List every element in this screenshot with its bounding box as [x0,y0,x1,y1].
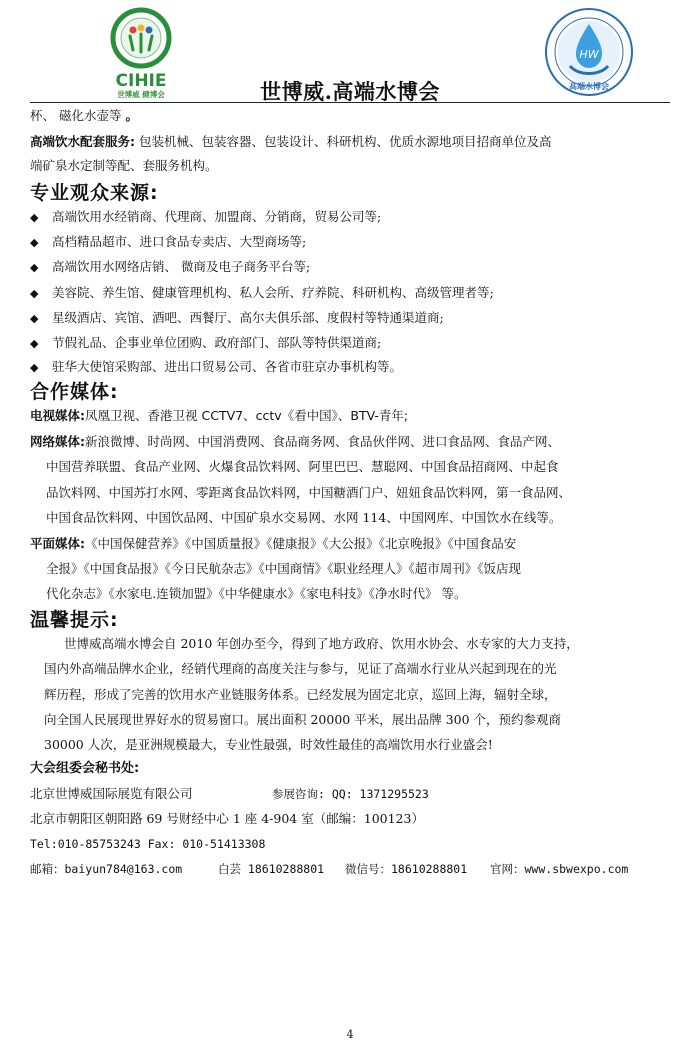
tel-fax-line: Tel:010-85753243 Fax: 010-51413308 [30,837,266,851]
audience-item: ◆ 节假礼品、企事业单位团购、政府部门、部队等特供渠道商; [30,334,670,353]
secretariat-company-line [30,785,670,803]
website-text: 官网：www.sbwexpo.com [490,862,629,876]
email-text: 邮箱：baiyun784@163.com [30,862,183,876]
cihie-logo-text: CIHIE [115,71,167,91]
tips-line: 辉历程，形成了完善的饮用水产业链服务体系。已经发展为固定北京，巡回上海，辐射全球， [44,687,557,702]
header-divider [30,102,670,103]
print-media-label: 平面媒体: [30,536,85,551]
contact-line [30,860,670,878]
diamond-bullet-icon: ◆ [30,261,39,274]
audience-item: ◆ 美容院、养生馆、健康管理机构、私人会所、疗养院、科研机构、高级管理者等; [30,284,670,303]
intro-tail-end: 。 [125,108,138,123]
audience-heading: 专业观众来源: [30,182,159,204]
diamond-bullet-icon: ◆ [30,287,39,300]
net-media-line: 网络媒体:新浪微博、时尚网、中国消费网、食品商务网、食品伙伴网、进口食品网、食品产网、 [30,434,561,449]
tv-media-line: 电视媒体:凤凰卫视、香港卫视 CCTV7、cctv《看中国》、BTV-青年; [30,408,409,423]
print-media-line: 平面媒体:《中国保健营养》《中国质量报》《健康报》《大公报》《北京晚报》《中国食品安 [30,536,517,551]
tips-heading: 温馨提示: [30,609,119,631]
audience-item: ◆ 高端饮用水经销商、代理商、加盟商、分销商，贸易公司等; [30,208,670,227]
contact-person: 白芸 18610288801 [218,862,325,876]
secretariat-heading: 大会组委会秘书处: [30,761,140,776]
net-media-line: 中国营养联盟、食品产业网、火爆食品饮料网、阿里巴巴、慧聪网、中国食品招商网、中起食 [46,459,559,474]
diamond-bullet-icon: ◆ [30,211,39,224]
media-heading: 合作媒体: [30,381,119,403]
net-media-line: 中国食品饮料网、中国饮品网、中国矿泉水交易网、水网 114、中国网库、中国饮水在线等。 [46,510,562,525]
tips-line: 30000 人次，是亚洲规模最大，专业性最强，时效性最佳的高端饮用水行业盛会! [44,737,493,752]
page-number: 4 [346,1028,354,1041]
net-media-label: 网络媒体: [30,434,85,449]
tv-media-label: 电视媒体: [30,408,85,423]
intro-tail-text: 杯、 磁化水壶等 [30,108,126,123]
diamond-bullet-icon: ◆ [30,361,39,374]
diamond-bullet-icon: ◆ [30,312,39,325]
support-line-2: 端矿泉水定制等配、套服务机构。 [30,158,218,173]
company-name: 北京世博威国际展览有限公司 [30,786,193,801]
wechat-id: 微信号：18610288801 [345,862,468,876]
diamond-bullet-icon: ◆ [30,236,39,249]
print-media-line: 全报》《中国食品报》《今日民航杂志》《中国商情》《职业经理人》《超市周刊》《饭店现 [46,561,522,576]
svg-text:HW: HW [579,48,599,61]
audience-item: ◆ 高端饮用水网络店销、 微商及电子商务平台等; [30,258,670,277]
address-line: 北京市朝阳区朝阳路 69 号财经中心 1 座 4-904 室（邮编：100123） [30,811,424,826]
diamond-bullet-icon: ◆ [30,337,39,350]
audience-item: ◆ 驻华大使馆采购部、进出口贸易公司、各省市驻京办事机构等。 [30,358,670,377]
tips-line: 国内外高端品牌水企业，经销代理商的高度关注与参与，见证了高端水行业从兴起到现在的光 [44,661,557,676]
print-media-line: 代化杂志》《水家电.连锁加盟》《中华健康水》《家电科技》《净水时代》 等。 [46,586,467,601]
intro-tail-line [30,107,670,125]
tips-line: 向全国人民展现世界好水的贸易窗口。展出面积 20000 平米，展出品牌 300 个，预约参观商 [44,712,562,727]
audience-item: ◆ 高档精品超市、进口食品专卖店、大型商场等; [30,233,670,252]
support-label: 高端饮水配套服务: [30,134,135,149]
header-title: 世博威.高端水博会 [260,79,440,104]
consult-qq: 参展咨询: QQ: 1371295523 [272,787,429,801]
cihie-logo-subtext: 世博威 健博会 [117,90,165,98]
support-text-1: 包装机械、包装容器、包装设计、科研机构、优质水源地项目招商单位及高 [135,134,552,149]
tips-line: 世博威高端水博会自 2010 年创办至今，得到了地方政府、饮用水协会、水专家的大力支持， [64,636,579,651]
audience-item: ◆ 星级酒店、宾馆、酒吧、西餐厅、高尔夫俱乐部、度假村等特通渠道商; [30,309,670,328]
support-line-1 [30,133,670,151]
net-media-line: 品饮料网、中国苏打水网、零距离食品饮料网，中国糖酒门户、妞妞食品饮料网，第一食品网、 [46,485,572,500]
water-logo-text: 高端水博会 [569,82,609,91]
